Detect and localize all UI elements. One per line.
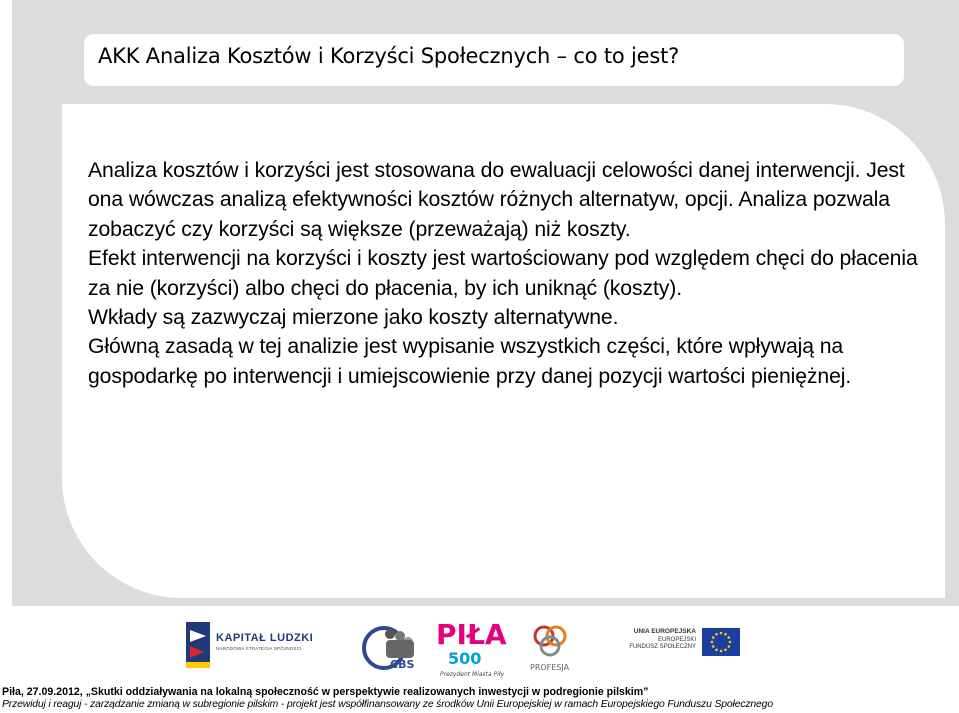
paragraph-3: Wkłady są zazwyczaj mierzone jako koszty alternatywne. [88,306,619,330]
slide-title: AKK Analiza Kosztów i Korzyści Społecznych – co to jest? [98,44,680,68]
eu-star [720,650,723,653]
eu-star [724,648,727,651]
eu-star [712,636,715,639]
cbs-logo-icon [362,620,420,674]
pila-500-logo-icon [430,610,510,680]
paragraph-1: Analiza kosztów i korzyści jest stosowana do ewaluacji celowości danej interwencji. Jest ona wówczas analizą efektywności kosztów różnych alternatyw, opcji. Analiza pozwala zobaczyć czy korzyści są większe (przeważają) niż koszty. [88,159,905,241]
footer-event-line: Piła, 27.09.2012, „Skutki oddziaływania na lokalną społeczność w perspektywie realizowanych inwestycji w podregionie pilskim” [2,686,649,698]
eu-flag-icon [702,628,740,656]
kapital-ludzki-emblem-icon [186,622,210,668]
title-box [84,34,904,86]
paragraph-2: Efekt interwencji na korzyści i koszty jest wartościowany pod względem chęci do płacenia za nie (korzyści) albo chęci do płacenia, by ich uniknąć (koszty). [88,247,918,300]
ue-logo-text [596,628,696,650]
ue-line-2: EUROPEJSKI [657,637,696,643]
kapital-ludzki-title: KAPITAŁ LUDZKI [216,632,314,644]
eu-star [720,632,723,635]
profesja-text: PROFESJA [530,663,570,672]
eu-star [729,641,732,644]
eu-star [724,633,727,636]
kapital-ludzki-subtitle: NARODOWA STRATEGIA SPÓJNOŚCI [216,646,302,651]
eu-star [711,641,714,644]
pila-number: 500 [448,649,482,668]
profesja-logo-icon [528,620,572,676]
eu-star [712,645,715,648]
body-text [88,156,928,391]
paragraph-4: Główną zasadą w tej analizie jest wypisanie wszystkich części, które wpływają na gospodarkę po interwencji i umiejscowienie przy danej pozycji wartości pieniężnej. [88,335,852,388]
content-box [62,104,945,598]
pila-text: PIŁA [436,618,507,651]
footer-project-line: Przewiduj i reaguj - zarządzanie zmianą w subregionie pilskim - projekt jest współfinansowany ze środków Unii Europejskiej w ramach Europejskiego Funduszu Społecznego [2,699,773,710]
kapital-ludzki-logo [216,632,313,651]
eu-star [715,648,718,651]
pila-caption: Prezydent Miasta Piły [440,671,505,678]
logo-strip [0,606,959,682]
ue-line-3: FUNDUSZ SPOŁECZNY [629,644,696,650]
ue-line-1: UNIA EUROPEJSKA [633,628,696,635]
eu-star [727,636,730,639]
eu-star [715,633,718,636]
eu-star [727,645,730,648]
cbs-text: CBS [390,658,415,671]
